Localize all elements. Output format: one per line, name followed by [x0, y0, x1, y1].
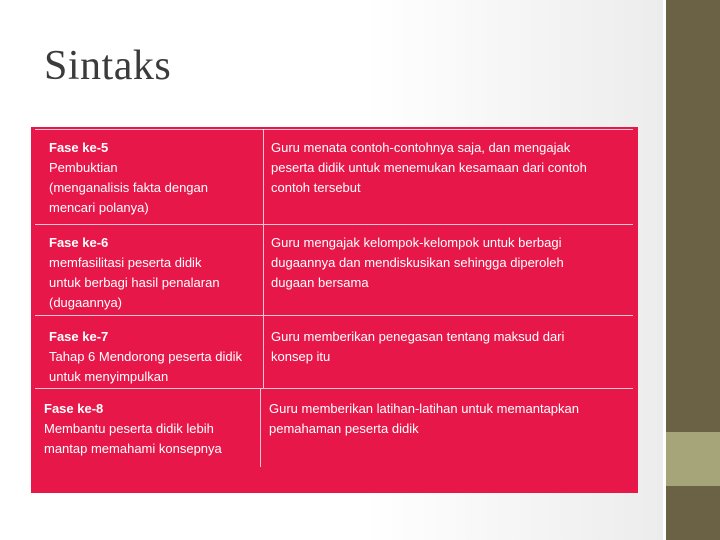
syntax-table — [31, 127, 638, 493]
phase-description: untuk menyimpulkan — [49, 369, 169, 384]
column-separator — [263, 225, 264, 315]
teacher-activity: Guru mengajak kelompok-kelompok untuk berbagi — [271, 235, 562, 250]
phase-description: memfasilitasi peserta didik — [49, 255, 202, 270]
table-row-phase-8-right — [269, 399, 579, 439]
phase-description: mencari polanya) — [49, 200, 149, 215]
phase-label: Fase ke-7 — [49, 329, 109, 344]
phase-label: Fase ke-6 — [49, 235, 109, 250]
table-row-phase-7-right — [271, 327, 564, 367]
phase-description: Tahap 6 Mendorong peserta didik — [49, 349, 242, 364]
row-separator — [35, 388, 633, 389]
phase-label: Fase ke-8 — [44, 401, 104, 416]
phase-description: untuk berbagi hasil penalaran — [49, 275, 220, 290]
teacher-activity: contoh tersebut — [271, 180, 361, 195]
teacher-activity: Guru memberikan latihan-latihan untuk memantapkan — [269, 401, 580, 416]
table-row-phase-5-right — [271, 138, 587, 198]
side-accent-square — [666, 432, 720, 486]
teacher-activity: pemahaman peserta didik — [269, 421, 419, 436]
column-separator — [263, 316, 264, 388]
table-row-phase-6-right — [271, 233, 564, 293]
teacher-activity: dugaan bersama — [271, 275, 369, 290]
column-separator — [263, 129, 264, 224]
teacher-activity: dugaannya dan mendiskusikan sehingga diperoleh — [271, 255, 564, 270]
phase-description: mantap memahami konsepnya — [44, 441, 222, 456]
phase-description: Membantu peserta didik lebih — [44, 421, 214, 436]
teacher-activity: Guru memberikan penegasan tentang maksud dari — [271, 329, 565, 344]
teacher-activity: Guru menata contoh-contohnya saja, dan mengajak — [271, 140, 571, 155]
phase-description: Pembuktian — [49, 160, 118, 175]
teacher-activity: peserta didik untuk menemukan kesamaan dari contoh — [271, 160, 587, 175]
table-row-phase-8-left — [44, 399, 222, 459]
phase-description: (dugaannya) — [49, 295, 122, 310]
table-row-phase-5-left — [49, 138, 208, 218]
phase-label: Fase ke-5 — [49, 140, 109, 155]
row-separator — [35, 315, 633, 316]
table-row-phase-6-left — [49, 233, 220, 313]
slide-title: Sintaks — [44, 43, 172, 89]
row-separator — [35, 224, 633, 225]
phase-description: (menganalisis fakta dengan — [49, 180, 208, 195]
table-top-line — [35, 129, 633, 130]
teacher-activity: konsep itu — [271, 349, 331, 364]
table-row-phase-7-left — [49, 327, 242, 387]
column-separator — [260, 389, 261, 467]
